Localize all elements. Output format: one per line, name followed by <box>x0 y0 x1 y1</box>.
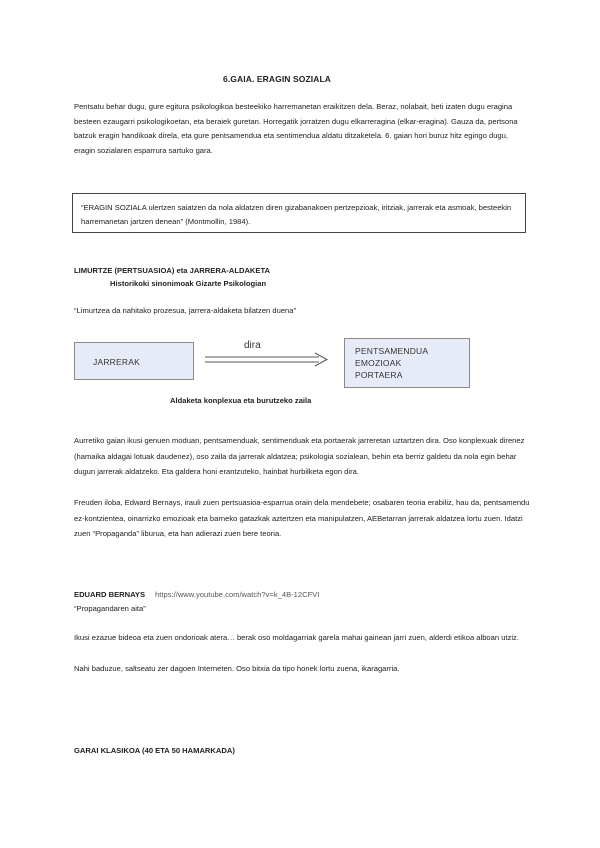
section3-heading: GARAI KLASIKOA (40 ETA 50 HAMARKADA) <box>74 746 235 755</box>
page-title-text: 6.GAIA. ERAGIN SOZIALA <box>223 74 331 84</box>
section1-quote: “Limurtzea da nahitako prozesua, jarrera-aldaketa bilatzen duena” <box>74 306 297 315</box>
diagram-caption: Aldaketa konplexua eta burutzeko zaila <box>170 396 312 405</box>
diagram-right-item: PENTSAMENDUA <box>355 346 429 356</box>
section2-heading-text: EDUARD BERNAYS <box>74 590 146 599</box>
intro-paragraph: Pentsatu behar dugu, gure egitura psikologikoa besteekiko harremanetan eraikitzen dela. Beraz, nolabait, beti izaten dugu eragina besteen ezaugarri psikologikoetan, eta beraiek guretan. Horregatik jorratzen dugu elkarreragina (elkar-eragina). Gauza da, pertsona batzuk eragin handikoak direla, eta gure pentsamendua eta sentimendua aldatu ditzaketela. 6. gaian hori buruz hitz egingo dugu, eragin sozialaren esparrura sartuko gara. <box>74 102 518 155</box>
section2-heading <box>74 590 319 599</box>
page-title <box>0 74 600 84</box>
definition-text: “ERAGIN SOZIALA ulertzen saiatzen da nola aldatzen diren gizabanakoen pertzepzioak, iritziak, jarrerak eta asmoak, besteekin harremanetan jartzen denean” (Montmollin, 1984). <box>81 203 512 226</box>
section1-heading: LIMURTZE (PERTSUASIOA) eta JARRERA-ALDAKETA <box>74 266 271 275</box>
definition-box <box>72 193 526 233</box>
section1-subheading: Historikoki sinonimoak Gizarte Psikologian <box>110 279 267 288</box>
section2-paragraph: Nahi baduzue, saltseatu zer dagoen Interneten. Oso bitxia da tipo honek lortu zuena, ikaragarria. <box>74 664 400 673</box>
video-link[interactable]: https://www.youtube.com/watch?v=k_4B-12CFVI <box>155 590 320 599</box>
diagram-right-item: EMOZIOAK <box>355 358 402 368</box>
section2-subtitle: “Propagandaren aita” <box>74 604 146 613</box>
diagram-arrow-icon <box>205 352 329 368</box>
diagram-right-box <box>344 338 470 388</box>
body-paragraph: Freuden iloba, Edward Bernays, irauli zuen pertsuasioa-esparrua orain dela mendebete; osabaren teoria erabiliz, hau da, pentsamendu ez-kontzientea, oinarrizko emozioak eta barneko gatazkak aztertzen eta manipulatzen, AEBetarran jarrerak aldatzea lortu zuen. Idatzi zuen “Propaganda” liburua, eta han adierazi zuen bere teoria. <box>74 498 530 538</box>
body-paragraph: Aurretiko gaian ikusi genuen moduan, pentsamenduak, sentimenduak eta portaerak jarreretan uztartzen dira. Oso konplexuak direnez (hamaika aldagai lotuak daudenez), oso zaila da jarrerak aldatzea; psikologia sozialean, behin eta berriz galdetu da nola egin behar dugun jarrerak aldatzeko. Eta galdera honi erantzuteko, hainbat hurbilketa egon dira. <box>74 436 525 476</box>
section2-paragraph: Ikusi ezazue bideoa eta zuen ondorioak atera… berak oso moldagarriak garela mahai gainean jarri zuen, alderdi etikoa alboan utziz. <box>74 633 519 642</box>
diagram-right-item: PORTAERA <box>355 370 403 380</box>
diagram-left-label: JARRERAK <box>93 357 140 367</box>
diagram-left-box <box>74 342 194 380</box>
diagram-arrow-label: dira <box>244 340 261 351</box>
